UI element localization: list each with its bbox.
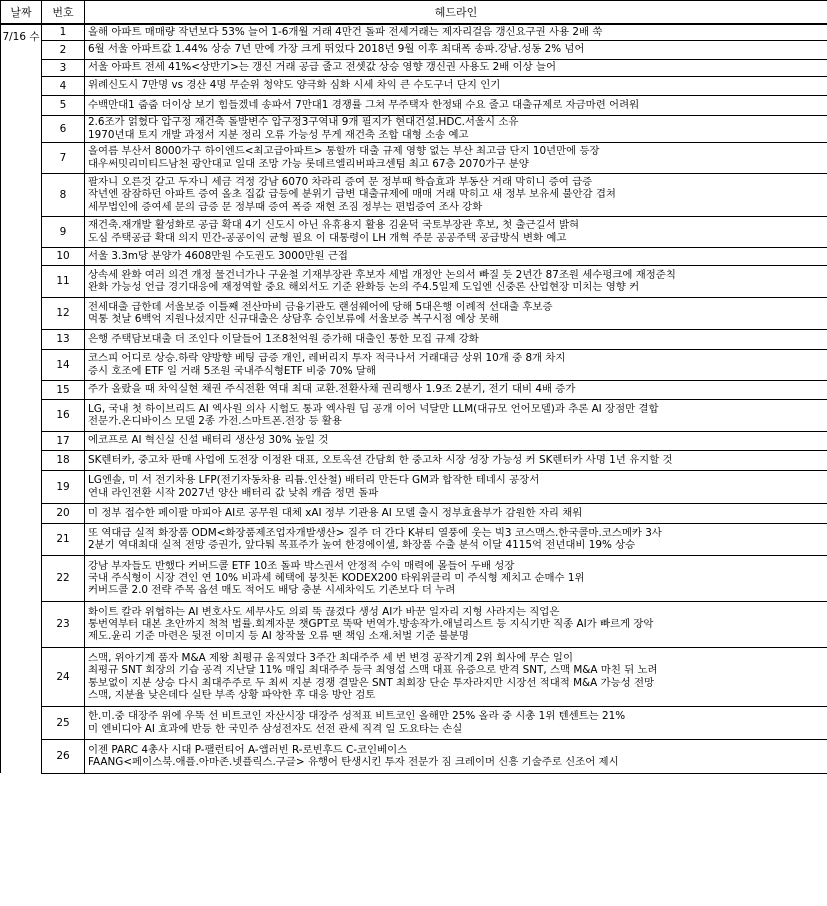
headline-line: 서울 3.3m당 분양가 4608만원 수도권도 3000만원 근접 bbox=[88, 249, 348, 262]
headline-cell bbox=[85, 40, 827, 59]
headline-line: 상속세 완화 여러 의견 개정 물건너가나 구윤철 기재부장관 후보자 세법 개정안 논의서 빠질 듯 2년간 87조원 세수펑크에 재정준칙 bbox=[88, 268, 676, 281]
headline-cell bbox=[85, 247, 827, 265]
row-number: 23 bbox=[42, 601, 85, 647]
headline-line: 주가 올랐을 때 차익실현 채권 주식전환 역대 최대 교환.전환사채 권리행사 1.9조 2분기, 전기 대비 4배 증가 bbox=[88, 383, 576, 396]
headline-line: 올해 아파트 매매량 작년보다 53% 늘어 1-6개월 거래 4만건 돌파 전세거래는 제자리걸음 갱신요구권 사용 2배 쑥 bbox=[88, 26, 603, 39]
headline-line: 작년엔 잠잠하던 아파트 증여 올초 집값 급등에 분위기 급변 대출규제에 매매 거래 막히고 새 정부 보유세 불안감 겹쳐 bbox=[88, 188, 616, 201]
row-number: 25 bbox=[42, 706, 85, 739]
headline-line: 완화 가능성 언급 경기대응에 재정역할 중요 해외서도 기준 완화등 논의 주4.5일제 도입엔 신중론 산업현장 미치는 영향 커 bbox=[88, 281, 640, 293]
headline-column-header: 헤드라인 bbox=[85, 1, 827, 25]
table-row bbox=[1, 523, 827, 555]
table-row bbox=[1, 380, 827, 399]
headline-line: 국내 주식형이 시장 견인 연 10% 비과세 혜택에 뭉칫돈 KODEX200 타워위클리 미 주식형 제치고 순매수 1위 bbox=[88, 571, 585, 584]
table-row bbox=[1, 555, 827, 601]
headline-line: 1970년대 토지 개발 과정서 지분 정리 오류 가능성 무게 재건축 조합 대형 소송 예고 bbox=[88, 128, 469, 141]
headline-line: FAANG<페이스북.애플.아마존.넷플릭스.구글> 유행어 탄생시킨 투자 전문가 짐 크레이머 신흥 기술주로 신조어 제시 bbox=[88, 756, 619, 768]
table-row bbox=[1, 265, 827, 297]
headline-line: SK렌터카, 중고차 판매 사업에 도전장 이정완 대표, 오토옥션 간담회 한 중고차 시장 성장 가능성 커 SK렌터카 사명 1년 유지할 것 bbox=[88, 453, 673, 466]
number-column-header: 번호 bbox=[42, 1, 85, 25]
headline-line: 화이트 칼라 위협하는 AI 변호사도 세무사도 의뢰 뚝 끊겼다 생성 AI가 바꾼 일자리 지형 사라지는 직업은 bbox=[88, 605, 560, 618]
table-row bbox=[1, 115, 827, 142]
headline-cell bbox=[85, 503, 827, 523]
table-row bbox=[1, 59, 827, 76]
row-number: 2 bbox=[42, 40, 85, 59]
table-row bbox=[1, 40, 827, 59]
row-number: 14 bbox=[42, 349, 85, 380]
table-row bbox=[1, 431, 827, 450]
table-row bbox=[1, 24, 827, 40]
headline-line: 최평규 SNT 회장의 기습 공격 지난달 11% 매입 최대주주 등극 최영섭 스맥 대표 유증으로 반격 SNT, 스맥 M&A 마친 뒤 노려 bbox=[88, 664, 658, 677]
headline-cell bbox=[85, 95, 827, 115]
row-number: 16 bbox=[42, 399, 85, 431]
row-number: 20 bbox=[42, 503, 85, 523]
row-number: 13 bbox=[42, 329, 85, 349]
headline-line: 서울 아파트 전세 41%<상반기>는 갱신 거래 공급 줄고 전셋값 상승 영향 갱신권 사용도 2배 이상 늘어 bbox=[88, 61, 557, 74]
headline-cell bbox=[85, 450, 827, 470]
headline-cell bbox=[85, 142, 827, 173]
table-row bbox=[1, 470, 827, 503]
row-number: 19 bbox=[42, 470, 85, 503]
table-row bbox=[1, 329, 827, 349]
table-row bbox=[1, 647, 827, 706]
table-row bbox=[1, 706, 827, 739]
row-number: 7 bbox=[42, 142, 85, 173]
headline-line: 스맥, 지분율 낮은데다 실탄 부족 상황 파악한 후 대응 방안 검토 bbox=[88, 688, 376, 701]
headline-cell bbox=[85, 523, 827, 555]
table-row bbox=[1, 247, 827, 265]
row-number: 21 bbox=[42, 523, 85, 555]
headline-line: 전문가.온디바이스 모델 2종 가전.스마트폰.전장 등 활용 bbox=[88, 415, 342, 427]
headline-cell bbox=[85, 601, 827, 647]
headline-cell bbox=[85, 216, 827, 247]
headline-line: 한.미.중 대장주 위에 우뚝 선 비트코인 자산시장 대장주 성적표 비트코인 올해만 25% 올라 중 시총 1위 텐센트는 21% bbox=[88, 710, 626, 723]
headline-line: 2분기 역대최대 실적 전망 증권가, 앞다퉈 목표주가 높여 한경에이셀, 화장품 수출 분석 이달 4115억 전년대비 19% 상승 bbox=[88, 539, 636, 551]
headline-cell bbox=[85, 349, 827, 380]
row-number: 26 bbox=[42, 739, 85, 773]
headline-line: 전세대출 급한데 서울보증 이틀째 전산마비 금융기관도 랜섬웨어에 당해 5대은행 이례적 선대출 후보증 bbox=[88, 300, 553, 313]
headline-line: 6월 서울 아파트값 1.44% 상승 7년 만에 가장 크게 뛰었다 2018년 9월 이후 최대폭 송파.강남.성동 2% 넘어 bbox=[88, 43, 585, 56]
table-row bbox=[1, 601, 827, 647]
table-row bbox=[1, 450, 827, 470]
headline-line: 강남 부자들도 반했다 커버드콜 ETF 10조 돌파 박스권서 안정적 수익 매력에 몰들어 두배 성장 bbox=[88, 559, 515, 572]
headline-cell bbox=[85, 380, 827, 399]
headline-cell bbox=[85, 59, 827, 76]
headline-line: 증시 호조에 ETF 일 거래 5조원 국내주식형ETF 비중 70% 달해 bbox=[88, 364, 376, 377]
headline-line: 연내 라인전환 시작 2027년 양산 배터리 값 낮춰 캐즘 정면 돌파 bbox=[88, 486, 379, 499]
headline-line: 커버드콜 2.0 전략 주목 옵션 매도 적어도 배당 충분 시세차익도 기존보다 더 누려 bbox=[88, 584, 456, 597]
table-row bbox=[1, 76, 827, 95]
table-body bbox=[1, 24, 827, 773]
headline-cell bbox=[85, 297, 827, 329]
table-row bbox=[1, 297, 827, 329]
headline-line: 코스피 어디로 상승.하락 양방향 베팅 급증 개인, 레버리지 투자 적극나서 거래대금 상위 10개 중 8개 차지 bbox=[88, 352, 566, 365]
headline-line: 도심 주택공급 확대 의지 민간-공공이익 균형 필요 이 대통령이 LH 개혁 주문 공공주택 공급방식 변화 예고 bbox=[88, 231, 567, 244]
headline-line: 은행 주택담보대출 더 조인다 이달들어 1조8천억원 증가해 대출인 통한 모집 규제 강화 bbox=[88, 332, 479, 345]
date-column-header: 날짜 bbox=[1, 1, 42, 25]
headline-cell bbox=[85, 647, 827, 706]
headline-line: 에코프로 AI 혁신실 신설 배터리 생산성 30% 높일 것 bbox=[88, 434, 329, 447]
headline-cell bbox=[85, 706, 827, 739]
table-row bbox=[1, 399, 827, 431]
headline-line: 이젠 PARC 4총사 시대 P-팰런티어 A-앱러빈 R-로빈후드 C-코인베이스 bbox=[88, 743, 408, 756]
headline-line: LG엔솔, 미 서 전기차용 LFP(전기자동차용 리튬.인산철) 배터리 만든다 GM과 합작한 테네시 공장서 bbox=[88, 474, 540, 487]
row-number: 5 bbox=[42, 95, 85, 115]
headline-line: LG, 국내 첫 하이브리드 AI 엑사원 의사 시험도 통과 엑사원 딥 공개 이어 넉달만 LLM(대규모 언어모델)과 추론 AI 장점만 결합 bbox=[88, 402, 659, 415]
row-number: 4 bbox=[42, 76, 85, 95]
headline-cell bbox=[85, 470, 827, 503]
row-number: 24 bbox=[42, 647, 85, 706]
row-number: 22 bbox=[42, 555, 85, 601]
row-number: 10 bbox=[42, 247, 85, 265]
row-number: 6 bbox=[42, 115, 85, 142]
headline-cell bbox=[85, 431, 827, 450]
headline-cell bbox=[85, 24, 827, 40]
headline-cell bbox=[85, 739, 827, 773]
row-number: 15 bbox=[42, 380, 85, 399]
headline-line: 수백만대1 줍줍 더이상 보기 힘들겠네 송파서 7만대1 경쟁률 그쳐 무주택자 한정돼 수요 줄고 대출규제로 자금마련 어려워 bbox=[88, 98, 640, 111]
row-number: 1 bbox=[42, 24, 85, 40]
table-row bbox=[1, 739, 827, 773]
headline-line: 미 정부 접수한 페이팔 마피아 AI로 공무원 대체 xAI 정부 기관용 AI 모델 출시 정부효율부가 감원한 자리 채워 bbox=[88, 506, 583, 519]
headline-cell bbox=[85, 555, 827, 601]
headline-line: 2.6조가 얽혔다 압구정 재건축 돌발변수 압구정3구역내 9개 필지가 현대건설.HDC.서울시 소유 bbox=[88, 116, 519, 129]
row-number: 9 bbox=[42, 216, 85, 247]
header-row bbox=[1, 1, 827, 25]
headline-line: 통번역부터 대본 초안까지 척척 법률.회계자문 챗GPT로 뚝딱 번역가.방송작가.애널리스트 등 지식기반 직종 AI가 빠르게 장악 bbox=[88, 617, 654, 630]
headline-line: 위례신도시 7만명 vs 경산 4명 무순위 청약도 양극화 심화 시세 차익 큰 수도구너 단지 인기 bbox=[88, 79, 501, 92]
table-row bbox=[1, 173, 827, 216]
row-number: 11 bbox=[42, 265, 85, 297]
table-row bbox=[1, 142, 827, 173]
headline-cell bbox=[85, 115, 827, 142]
headline-line: 또 역대급 실적 화장품 ODM<화장품제조업자개발생산> 질주 더 간다 K뷰티 열풍에 웃는 빅3 코스맥스.한국콜마.코스메카 3사 bbox=[88, 526, 662, 539]
date-cell: 7/16 수 bbox=[1, 24, 42, 773]
headline-line: 스맥, 위아기계 품자 M&A 제왕 최평규 움직였다 3주간 최대주주 세 번 변경 공작기계 2위 회사에 무슨 일이 bbox=[88, 652, 573, 665]
headline-line: 먹통 첫날 6백억 지원나섰지만 신규대출은 상담후 승인보류에 서울보증 복구시점 예상 못해 bbox=[88, 313, 500, 325]
row-number: 12 bbox=[42, 297, 85, 329]
table-row bbox=[1, 95, 827, 115]
headline-cell bbox=[85, 399, 827, 431]
headline-cell bbox=[85, 76, 827, 95]
table-row bbox=[1, 216, 827, 247]
headline-line: 제도.윤리 기준 마련은 뒷전 이미지 등 AI 창작물 오류 땐 책임 소재.처벌 기준 불분명 bbox=[88, 630, 469, 643]
row-number: 3 bbox=[42, 59, 85, 76]
table-row bbox=[1, 503, 827, 523]
headline-line: 세무법인에 증여세 문의 급증 문 정부때 증여 폭증 재현 조짐 정부는 편법증여 조사 강화 bbox=[88, 200, 483, 213]
headline-line: 미 엔비디아 AI 효과에 반등 한 국민주 삼성전자도 선전 관세 직격 일 도요타는 손실 bbox=[88, 722, 463, 735]
headline-line: 재건축.재개발 활성화로 공급 확대 4기 신도시 아닌 유휴용지 활용 김윤덕 국토부장관 후보, 첫 출근길서 밝혀 bbox=[88, 219, 580, 232]
headline-line: 대우써밋리미티드남천 광안대교 일대 조망 가능 롯데르엘리버파크센텀 최고 67층 2070가구 분양 bbox=[88, 157, 529, 170]
headline-line: 팔자니 오른것 같고 두자니 세금 걱정 강남 6070 차라리 증여 문 정부때 학습효과 부동산 거래 막히니 증여 급증 bbox=[88, 176, 593, 189]
row-number: 18 bbox=[42, 450, 85, 470]
table-row bbox=[1, 349, 827, 380]
headline-cell bbox=[85, 173, 827, 216]
headline-cell bbox=[85, 265, 827, 297]
headline-cell bbox=[85, 329, 827, 349]
headline-line: 올여름 부산서 8000가구 하이엔드<최고급아파트> 통할까 대출 규제 영향 없는 부산 최고급 단지 10년만에 등장 bbox=[88, 145, 600, 158]
headline-line: 통보없이 지분 상승 다시 최대주주로 두 최씨 지분 경쟁 결말은 SNT 최회장 단순 투자라지만 시장선 적대적 M&A 가능성 전망 bbox=[88, 676, 655, 689]
row-number: 17 bbox=[42, 431, 85, 450]
row-number: 8 bbox=[42, 173, 85, 216]
